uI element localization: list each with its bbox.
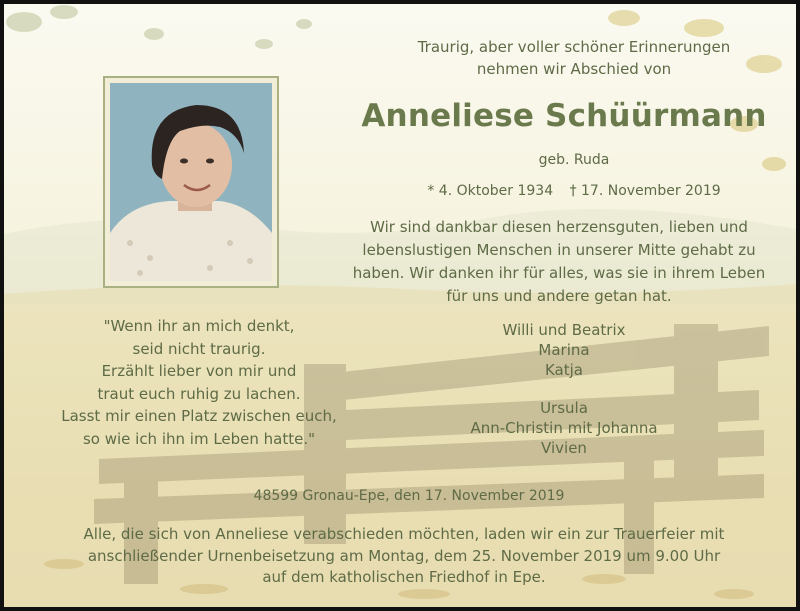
foliage-top-left	[6, 5, 312, 49]
funeral-line: anschließender Urnenbeisetzung am Montag, dem 25. November 2019 um 9.00 Uhr	[87, 546, 721, 565]
funeral-line: auf dem katholischen Friedhof in Epe.	[262, 568, 546, 586]
mourner-name: Ann-Christin mit Johanna	[470, 419, 658, 437]
maiden-name: geb. Ruda	[538, 152, 610, 168]
mourner-name: Ursula	[540, 399, 588, 417]
portrait-photo	[110, 83, 272, 281]
funeral-notice	[34, 524, 774, 589]
place-and-date: 48599 Gronau-Epe, den 17. November 2019	[253, 488, 565, 504]
quote-line: Erzählt lieber von mir und	[101, 362, 297, 380]
mourner-name: Vivien	[541, 439, 587, 457]
mourner-group-gap	[434, 380, 694, 398]
tribute-line: für uns und andere getan hat.	[446, 287, 672, 305]
intro-line: nehmen wir Abschied von	[476, 60, 672, 78]
life-dates	[364, 180, 784, 202]
tribute-line: haben. Wir danken ihr für alles, was sie in ihrem Leben	[352, 264, 766, 282]
mourner-name: Willi und Beatrix	[502, 321, 626, 339]
funeral-line: Alle, die sich von Anneliese verabschieden möchten, laden wir ein zur Trauerfeier mit	[83, 525, 725, 543]
death-date: † 17. November 2019	[569, 183, 721, 199]
birth-date: * 4. Oktober 1934	[427, 183, 554, 199]
mourner-name: Marina	[538, 341, 590, 359]
intro-line: Traurig, aber voller schöner Erinnerungen	[417, 38, 731, 56]
portrait-illustration	[110, 83, 272, 281]
foliage-top-right	[608, 10, 786, 171]
mourner-name: Katja	[544, 361, 583, 379]
mourners-list	[434, 320, 694, 458]
intro-text	[364, 36, 784, 80]
tribute-text	[324, 216, 794, 308]
quote-line: traut euch ruhig zu lachen.	[97, 384, 301, 403]
quote-line: "Wenn ihr an mich denkt,	[103, 317, 295, 335]
portrait-frame	[103, 76, 279, 288]
quote-line: Lasst mir einen Platz zwischen euch,	[61, 407, 337, 425]
memorial-quote	[24, 315, 374, 450]
deceased-name: Anneliese Schüürmann	[361, 98, 767, 134]
quote-line: so wie ich ihn im Leben hatte."	[82, 429, 316, 448]
tribute-line: lebenslustigen Menschen in unserer Mitte gehabt zu	[362, 241, 756, 259]
tribute-line: Wir sind dankbar diesen herzensguten, lieben und	[370, 218, 748, 236]
quote-line: seid nicht traurig.	[132, 339, 266, 358]
